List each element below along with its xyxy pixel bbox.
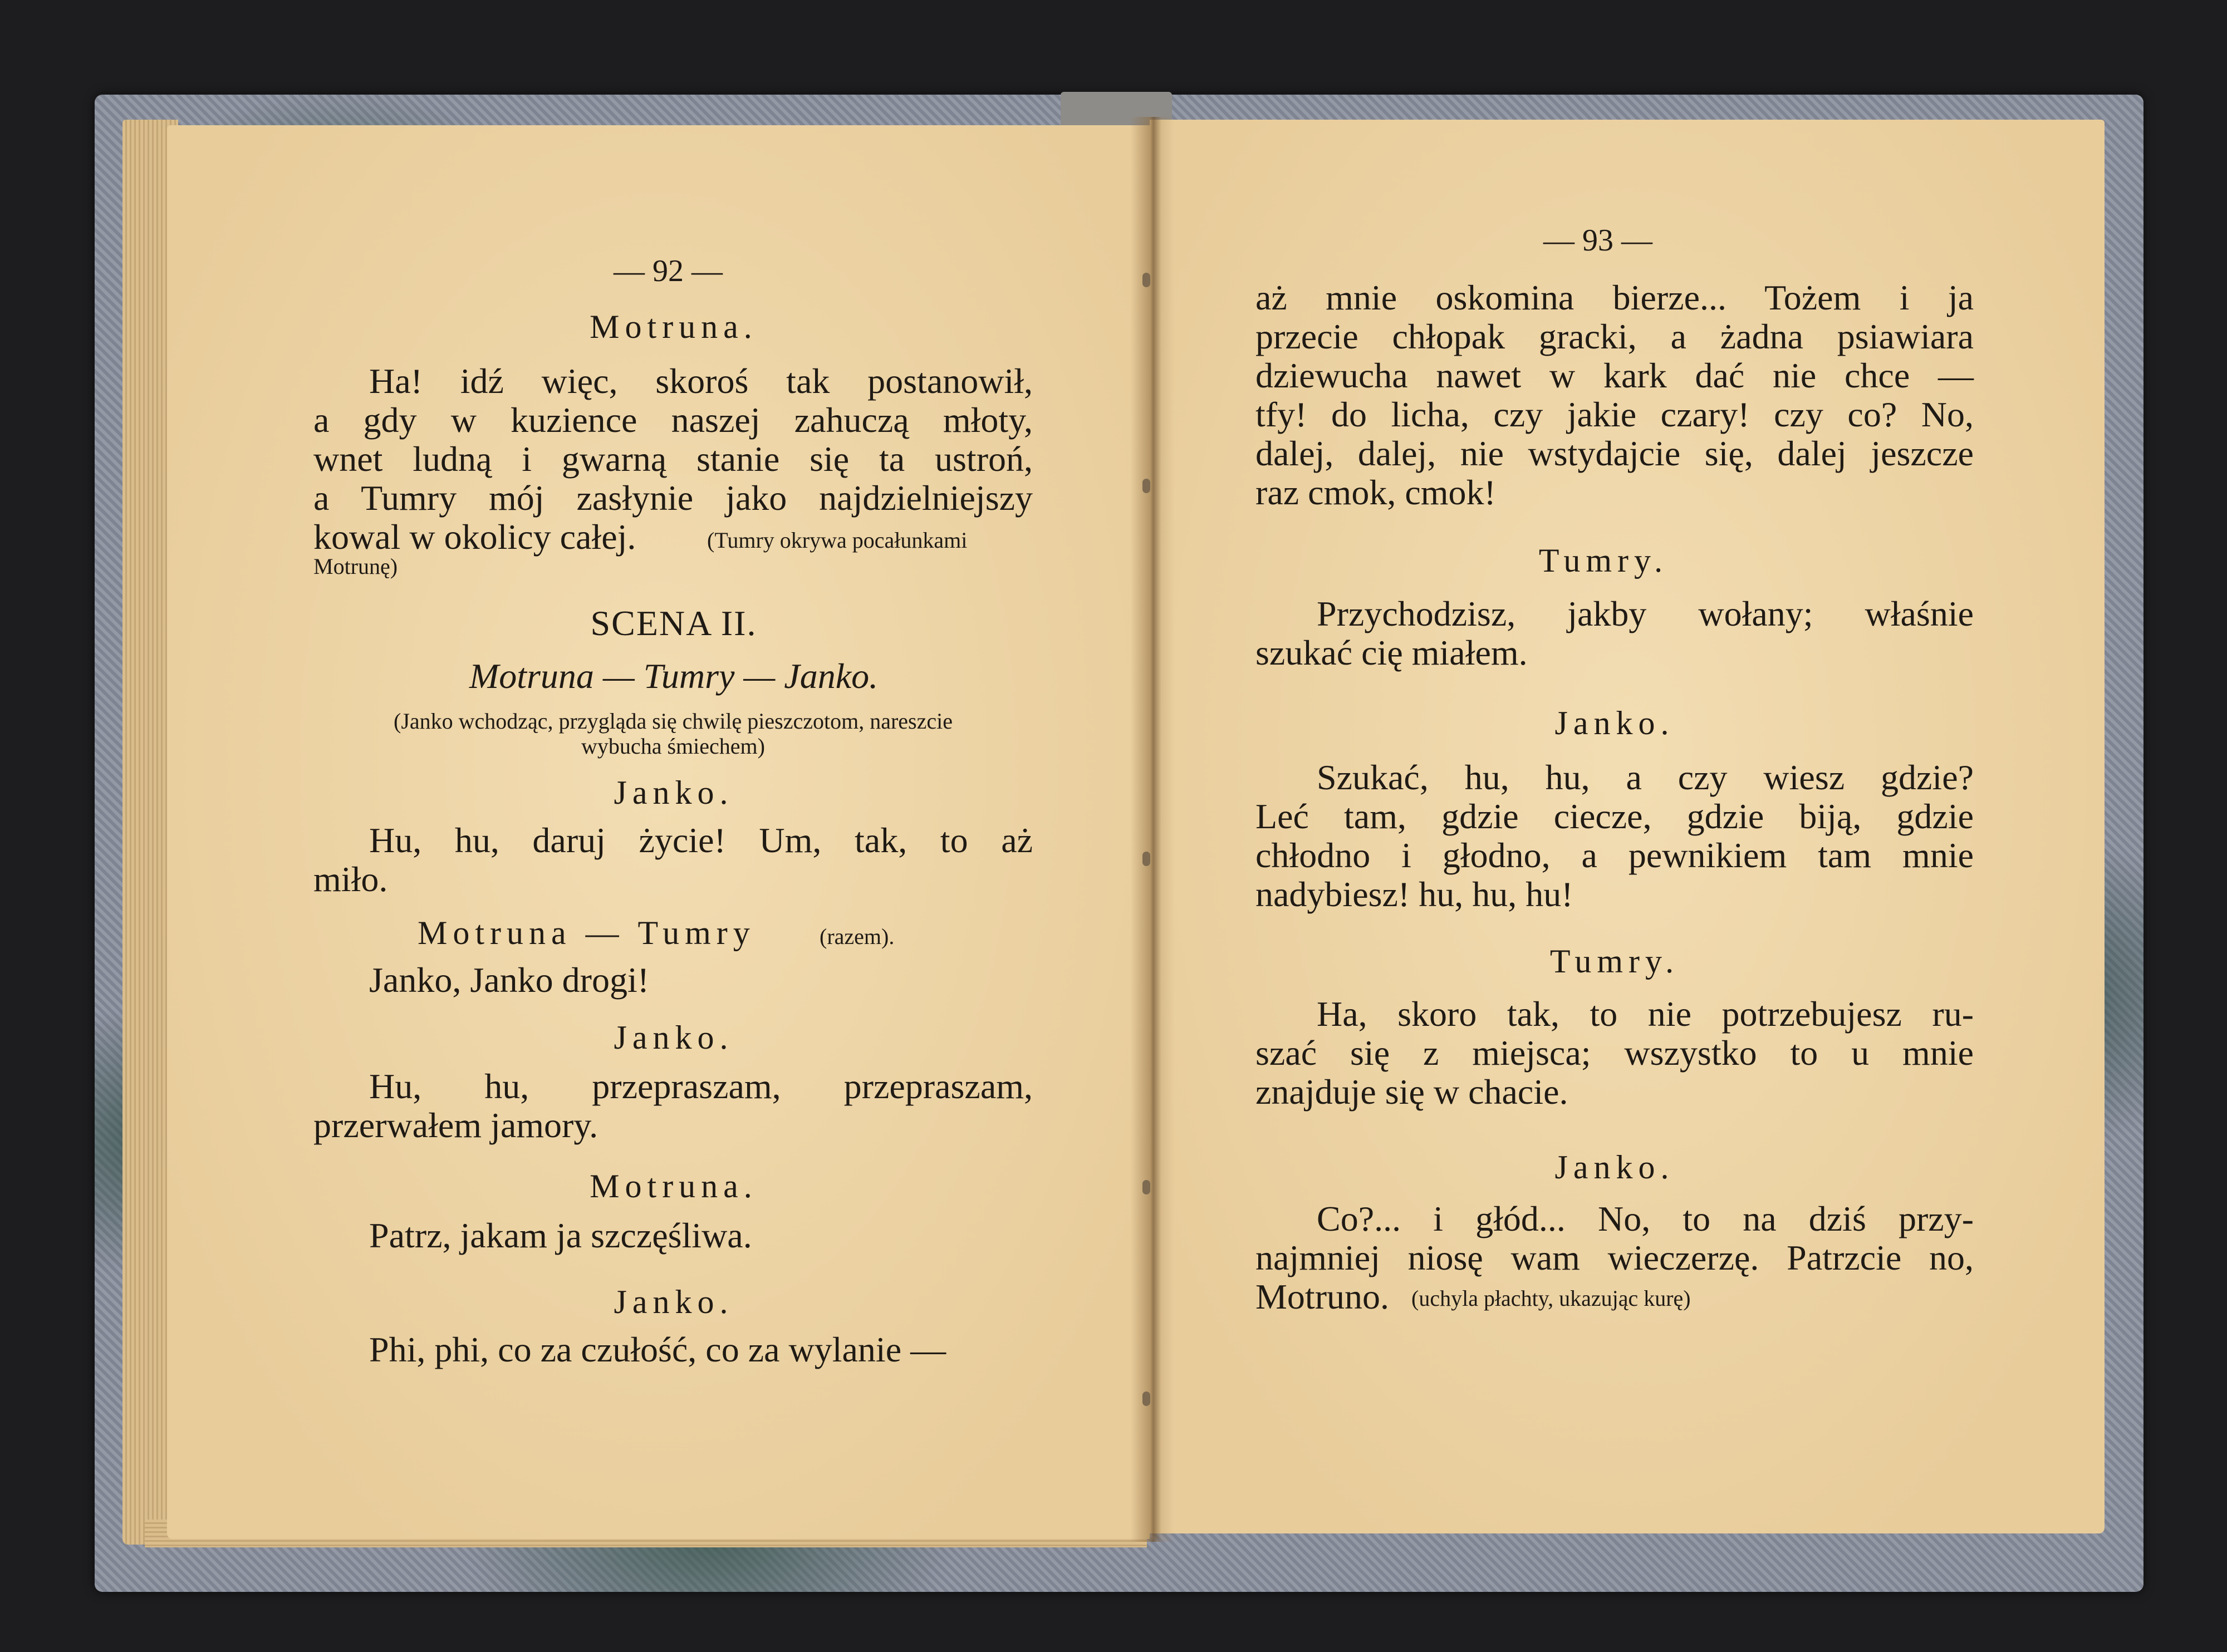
speaker-heading: Janko.	[614, 1019, 734, 1056]
binding-stitch	[1142, 273, 1150, 287]
speaker-heading: Motruna — Tumry	[418, 914, 756, 951]
text-line: dalej, dalej, nie wstydajcie się, dalej jeszcze	[1255, 434, 1974, 473]
stage-direction: wybucha śmiechem)	[581, 734, 765, 759]
page-number: — 92 —	[614, 254, 723, 288]
text-line: Przychodzisz, jakby wołany; właśnie	[1317, 594, 1974, 633]
text-line: kowal w okolicy całej.	[313, 517, 636, 557]
speaker-heading: Janko.	[614, 774, 734, 811]
text-line: Ha! idź więc, skoroś tak postanowił,	[369, 361, 1033, 401]
speaker-heading: Janko.	[1554, 705, 1675, 741]
text-line: szukać cię miałem.	[1255, 633, 1528, 672]
text-line: Patrz, jakam ja szczęśliwa.	[369, 1216, 752, 1255]
stage-direction: (uchyla płachty, ukazując kurę)	[1411, 1286, 1691, 1311]
speaker-heading: Janko.	[614, 1284, 734, 1320]
text-line: a gdy w kuzience naszej zahuczą młoty,	[313, 400, 1033, 440]
text-line: Ha, skoro tak, to nie potrzebujesz ru-	[1317, 994, 1974, 1034]
binding-stitch	[1142, 852, 1150, 866]
speaker-heading: Tumry.	[1538, 542, 1669, 579]
book-gutter	[1130, 117, 1175, 1542]
text-line: szać się z miejsca; wszystko to u mnie	[1255, 1033, 1974, 1073]
text-line: najmniej niosę wam wieczerzę. Patrzcie no,	[1255, 1238, 1974, 1277]
text-line: Co?... i głód... No, to na dziś przy-	[1317, 1199, 1974, 1238]
text-line: nadybiesz! hu, hu, hu!	[1255, 874, 1573, 914]
stage-direction: (razem).	[820, 924, 895, 949]
text-line: Hu, hu, daruj życie! Um, tak, to aż	[369, 820, 1033, 860]
text-line: przecie chłopak gracki, a żadna psiawiara	[1255, 317, 1974, 356]
page-number: — 93 —	[1543, 223, 1652, 258]
binding-stitch	[1142, 479, 1150, 493]
stage-direction: (Janko wchodząc, przygląda się chwilę pieszczotom, nareszcie	[394, 709, 953, 734]
text-line: aż mnie oskomina bierze... Tożem i ja	[1255, 278, 1974, 317]
text-line: Motruno.	[1255, 1277, 1389, 1316]
speaker-heading: Motruna.	[590, 1168, 758, 1204]
text-line: dziewucha nawet w kark dać nie chce —	[1255, 356, 1974, 395]
stage-direction: (Tumry okrywa pocałunkami	[707, 528, 968, 553]
stage-direction: Motrunę)	[313, 554, 398, 579]
text-line: chłodno i głodno, a pewnikiem tam mnie	[1255, 835, 1974, 875]
text-line: Leć tam, gdzie ciecze, gdzie biją, gdzie	[1255, 796, 1974, 836]
text-line: Phi, phi, co za czułość, co za wylanie —	[369, 1330, 946, 1369]
text-line: przerwałem jamory.	[313, 1105, 599, 1145]
text-line: miło.	[313, 859, 388, 899]
speaker-heading: Motruna.	[590, 308, 758, 345]
text-line: wnet ludną i gwarną stanie się ta ustroń,	[313, 439, 1033, 479]
scene-title: SCENA II.	[590, 603, 757, 643]
binding-stitch	[1142, 1180, 1150, 1194]
text-line: raz cmok, cmok!	[1255, 473, 1496, 512]
text-line: a Tumry mój zasłynie jako najdzielniejszy	[313, 478, 1033, 518]
scene-cast: Motruna — Tumry — Janko.	[469, 656, 879, 696]
speaker-heading: Janko.	[1554, 1149, 1675, 1186]
text-line: tfy! do licha, czy jakie czary! czy co? No,	[1255, 395, 1974, 434]
text-line: Janko, Janko drogi!	[369, 960, 650, 1000]
text-line: Szukać, hu, hu, a czy wiesz gdzie?	[1317, 758, 1974, 797]
text-line: Hu, hu, przepraszam, przepraszam,	[369, 1066, 1033, 1106]
speaker-heading: Tumry.	[1549, 943, 1680, 980]
binding-stitch	[1142, 1392, 1150, 1406]
text-line: znajduje się w chacie.	[1255, 1072, 1568, 1112]
